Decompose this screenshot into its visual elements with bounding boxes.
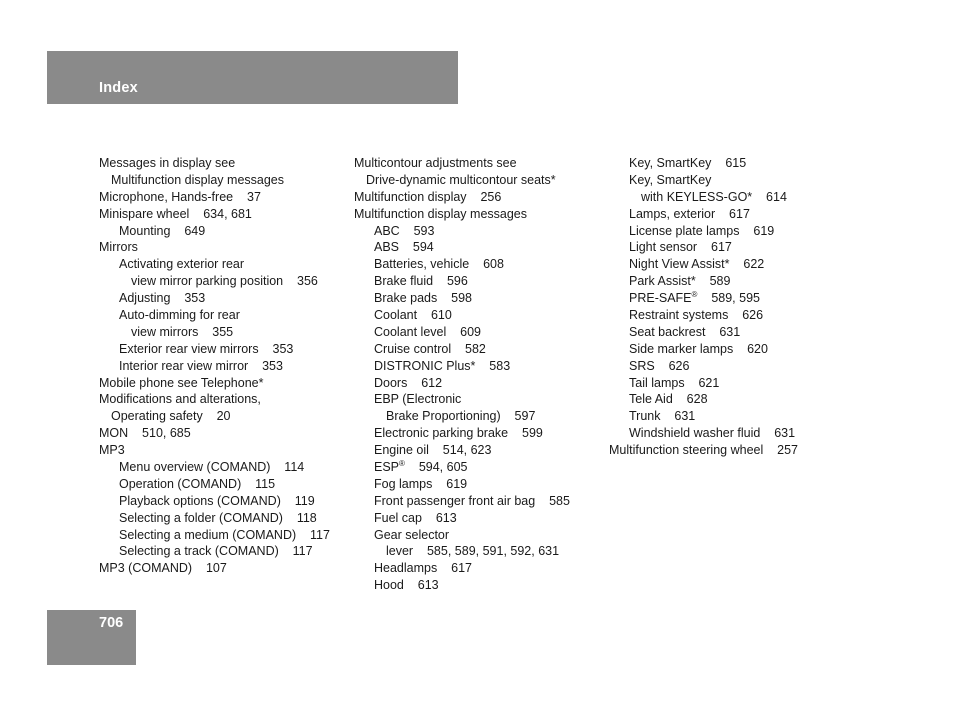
index-entry [609,223,798,240]
index-column-3 [609,155,798,459]
index-entry [609,189,798,206]
index-entry [99,307,330,324]
index-entry-text: Mobile phone see Telephone* [99,375,264,390]
index-entry-text: Multifunction display messages [354,206,527,221]
index-entry [99,527,330,544]
index-entry [99,425,330,442]
index-entry [609,239,798,256]
registered-mark: ® [691,290,698,300]
index-entry [609,425,798,442]
index-entry-text: Menu overview (COMAND) 114 [119,460,305,475]
index-entry [99,408,330,425]
index-entry-text: Interior rear view mirror 353 [119,358,283,373]
index-entry-text: Brake fluid 596 [374,274,468,289]
index-entry-text: Mounting 649 [119,223,206,238]
index-entry-text: Modifications and alterations, [99,392,261,407]
index-entry-text: Key, SmartKey [629,172,712,187]
index-entry [99,273,330,290]
index-entry [99,560,330,577]
index-entry-text: Adjusting 353 [119,291,206,306]
page-number: 706 [99,615,124,631]
index-entry [354,172,570,189]
index-entry-text: view mirror parking position 356 [131,274,318,289]
index-entry-text: Playback options (COMAND) 119 [119,493,315,508]
index-entry [99,239,330,256]
index-entry-text: ABC 593 [374,223,435,238]
index-entry-text: Drive-dynamic multicontour seats* [366,172,556,187]
index-entry-text: Multicontour adjustments see [354,156,517,170]
index-entry [609,341,798,358]
index-entry-text: Auto-dimming for rear [119,308,240,323]
index-entry-text: License plate lamps 619 [629,223,775,238]
index-entry-text: Messages in display see [99,156,236,170]
index-entry [609,307,798,324]
index-entry-text: Multifunction display messages [111,172,284,187]
index-entry-text: MP3 (COMAND) 107 [99,561,227,576]
index-entry [99,375,330,392]
index-entry [354,459,570,476]
index-entry [354,476,570,493]
index-entry [609,155,798,172]
index-entry-text: Front passenger front air bag 585 [374,493,570,508]
index-entry [609,408,798,425]
index-entry [354,358,570,375]
index-entry [99,442,330,459]
index-entry-text: SRS 626 [629,358,690,373]
index-entry [99,223,330,240]
index-entry-text: Tail lamps 621 [629,375,720,390]
index-entry-text: Selecting a folder (COMAND) 118 [119,510,317,525]
index-entry [99,391,330,408]
index-entry-text: Gear selector [374,527,450,542]
index-entry-text: Light sensor 617 [629,240,732,255]
index-entry-text: Electronic parking brake 599 [374,426,543,441]
index-entry-text: Microphone, Hands-free 37 [99,189,261,204]
index-entry-text: Park Assist* 589 [629,274,731,289]
index-entry-text: Multifunction display 256 [354,189,502,204]
index-entry-text: Fuel cap 613 [374,510,457,525]
index-entry [354,341,570,358]
index-entry-text: with KEYLESS-GO* 614 [641,189,787,204]
index-entry [609,172,798,189]
index-entry [99,189,330,206]
index-entry-text: PRE-SAFE [629,291,692,306]
index-entry-text: EBP (Electronic [374,392,462,407]
index-entry [99,493,330,510]
index-entry [354,425,570,442]
index-entry-text: view mirrors 355 [131,324,234,339]
section-header-bar [47,51,458,104]
index-entry [354,493,570,510]
index-entry-text: Brake pads 598 [374,291,472,306]
index-entry [354,510,570,527]
index-entry-text: Windshield washer fluid 631 [629,426,796,441]
index-entry-text: Selecting a medium (COMAND) 117 [119,527,330,542]
index-entry-text: Mirrors [99,240,138,255]
index-entry [609,324,798,341]
index-entry-text: Side marker lamps 620 [629,341,768,356]
registered-mark: ® [399,459,405,469]
index-entry [609,206,798,223]
index-entry [609,290,798,307]
index-entry-text: Trunk 631 [629,409,696,424]
index-entry [354,375,570,392]
index-entry [609,358,798,375]
index-entry-text: Coolant 610 [374,308,452,323]
index-entry [354,206,570,223]
index-entry-text: Selecting a track (COMAND) 117 [119,544,313,559]
index-entry [354,560,570,577]
index-entry [354,543,570,560]
index-entry [99,459,330,476]
index-entry-text: Engine oil 514, 623 [374,443,492,458]
index-entry [354,527,570,544]
index-entry [354,307,570,324]
index-entry [99,206,330,223]
index-entry [99,155,330,172]
index-entry [99,358,330,375]
index-entry [99,324,330,341]
index-entry [99,543,330,560]
index-entry [99,290,330,307]
index-entry [354,408,570,425]
index-entry-text: Tele Aid 628 [629,392,708,407]
index-entry-pages: 589, 595 [697,291,760,306]
index-entry-text: Key, SmartKey 615 [629,156,747,170]
index-entry-text: Operation (COMAND) 115 [119,476,276,491]
index-entry-text: Cruise control 582 [374,341,486,356]
index-entry [354,155,570,172]
index-entry-text: Headlamps 617 [374,561,472,576]
index-entry [609,256,798,273]
index-entry-text: MP3 [99,443,125,458]
index-entry-text: Activating exterior rear [119,257,245,272]
index-entry-text: Restraint systems 626 [629,308,764,323]
index-entry [609,375,798,392]
index-entry-text: Hood 613 [374,578,439,593]
index-entry-text: Doors 612 [374,375,443,390]
section-title: Index [99,80,138,96]
index-entry-text: lever 585, 589, 591, 592, 631 [386,544,560,559]
index-entry-text: MON 510, 685 [99,426,191,441]
index-entry [354,223,570,240]
index-entry-text: Seat backrest 631 [629,324,741,339]
index-entry [354,189,570,206]
index-entry-text: Operating safety 20 [111,409,231,424]
index-column-2 [354,155,570,594]
index-entry-text: Brake Proportioning) 597 [386,409,536,424]
index-column-1 [99,155,330,577]
index-entry-text: ESP [374,460,400,475]
index-entry-text: Lamps, exterior 617 [629,206,750,221]
index-entry-text: Fog lamps 619 [374,476,468,491]
index-entry [609,391,798,408]
index-entry-text: Batteries, vehicle 608 [374,257,504,272]
index-entry-text: ABS 594 [374,240,434,255]
index-entry-pages: 594, 605 [404,460,468,475]
index-entry [354,391,570,408]
index-entry-text: Coolant level 609 [374,324,482,339]
index-entry [354,324,570,341]
index-entry [354,442,570,459]
index-entry [99,172,330,189]
index-entry [354,256,570,273]
index-entry-text: Multifunction steering wheel 257 [609,443,798,458]
index-entry [354,577,570,594]
index-entry-text: DISTRONIC Plus* 583 [374,358,511,373]
index-entry-text: Night View Assist* 622 [629,257,765,272]
index-entry [99,476,330,493]
index-entry [99,341,330,358]
index-entry [609,273,798,290]
index-entry [354,290,570,307]
index-entry-text: Minispare wheel 634, 681 [99,206,252,221]
index-entry [354,273,570,290]
index-entry [354,239,570,256]
index-entry [99,510,330,527]
index-entry [99,256,330,273]
index-entry [609,442,798,459]
index-entry-text: Exterior rear view mirrors 353 [119,341,294,356]
page-number-tab [47,610,136,665]
